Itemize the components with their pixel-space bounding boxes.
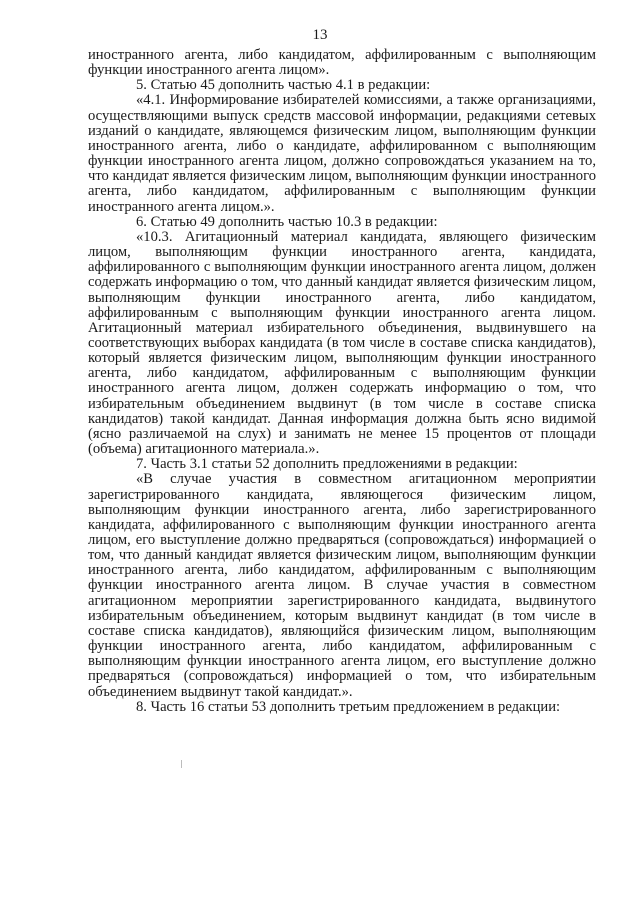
page-number: 13	[312, 27, 328, 43]
paragraph-item-7: 7. Часть 3.1 статьи 52 дополнить предложениями в редакции:	[136, 456, 518, 473]
paragraph-item-6: 6. Статью 49 дополнить частью 10.3 в редакции:	[136, 213, 438, 230]
paragraph-item-8: 8. Часть 16 статьи 53 дополнить третьим предложением в редакции:	[136, 698, 561, 715]
paragraph-item-5: 5. Статью 45 дополнить частью 4.1 в редакции:	[136, 77, 431, 94]
paragraph-continuation: иностранного агента, либо кандидатом, аффилированным с выполняющим функции иностранного агента лицом».	[88, 47, 596, 79]
paragraph-part-3-1-addition: «В случае участия в совместном агитационном мероприятии зарегистрированного кандидата, являющегося физическим лицом, выполняющим функции иностранного агента, либо зарегистрированного кандидата, аффилированного с выполняющим функции иностранного агента лицом, его выступление должно предваряться (сопровождаться) информацией о том, что данный кандидат является физическим лицом, выполняющим функции иностранного агента, либо кандидатом, аффилированным с выполняющим функции иностранного агента лицом. В случае участия в совместном агитационном мероприятии зарегистрированного кандидата, выдвинутого избирательным объединением, которым выдвинут кандидат (в том числе в составе списка кандидатов), являющийся физическим лицом, выполняющим функции иностранного агента, либо кандидатом, аффилированным с выполняющим функции иностранного агента лицом, его выступление должно предваряться (сопровождаться) информацией о том, что избирательным объединением выдвинут такой кандидат.».	[88, 471, 596, 700]
document-body	[88, 48, 596, 715]
paragraph-part-10-3: «10.3. Агитационный материал кандидата, являющего физическим лицом, выполняющим функции иностранного агента, кандидата, аффилированного с выполняющим функции иностранного агента лицом, должен содержать информацию о том, что данный кандидат является физическим лицом, выполняющим функции иностранного агента, либо кандидатом, аффилированным с выполняющим функции иностранного агента лицом. Агитационный материал избирательного объединения, выдвинувшего на соответствующих выборах кандидата (в том числе в составе списка кандидатов), который является физическим лицом, выполняющим функции иностранного агента, либо кандидатом, аффилированным с выполняющим функции иностранного агента лицом, должен содержать информацию о том, что избирательным объединением выдвинут (в том числе в составе списка кандидатов) такой кандидат. Данная информация должна быть ясно видимой (ясно различаемой на слух) и занимать не менее 15 процентов от площади (объема) агитационного материала.».	[88, 228, 596, 458]
scan-artifact-mark	[181, 760, 182, 768]
paragraph-part-4-1: «4.1. Информирование избирателей комиссиями, а также организациями, осуществляющими выпуск средств массовой информации, редакциями сетевых изданий о кандидате, являющемся физическим лицом, выполняющим функции иностранного агента, либо о кандидате, аффилированном с выполняющим функции иностранного агента лицом, должно сопровождаться указанием на то, что кандидат является физическим лицом, выполняющим функции иностранного агента, либо кандидатом, аффилированным с выполняющим функции иностранного агента лицом.».	[88, 92, 596, 215]
